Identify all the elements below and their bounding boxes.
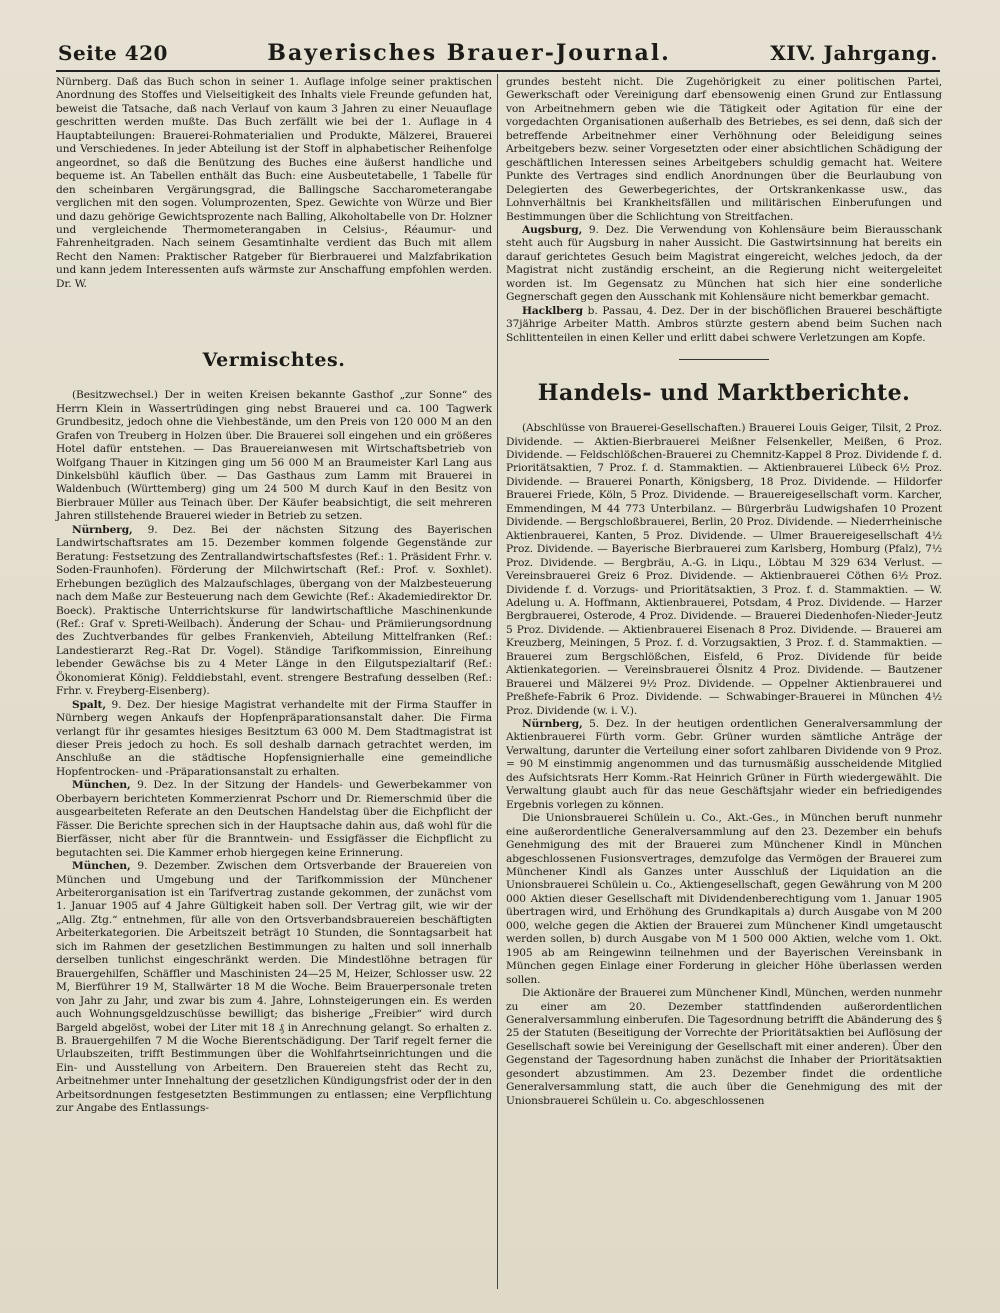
dateline: Hacklberg bbox=[522, 304, 583, 317]
page-header bbox=[58, 38, 938, 68]
article-muenchen-tarif: München, 9. Dezember. Zwischen dem Ortsverbande der Brauereien von München und Umgebung und der Tarifkommission der Münchener Arbeiterorganisation ist ein Tarifvertrag zustande gekommen, der zunächst vom 1. Januar 1905 auf 4 Jahre Gültigkeit haben soll. Der Vertrag gilt, wie wir der „Allg. Ztg.“ entnehmen, für alle von den Ortsverbandsbrauereien beschäftigten Arbeiterkategorien. Die Arbeitszeit beträgt 10 Stunden, die Sonntagsarbeit hat sich im Rahmen der gesetzlichen Bestimmungen zu halten und soll innerhalb derselben tunlichst eingeschränkt werden. Die Mindestlöhne betragen für Brauergehilfen, Schäffler und Maschinisten 24—25 M, Heizer, Schlosser usw. 22 M, Bierführer 19 M, Stallwärter 18 M die Woche. Beim Brauerpersonale treten von Jahr zu Jahr, und zwar bis zum 4. Jahre, Lohnsteigerungen ein. Es werden auch Wohnungsgeldzuschüsse bewilligt; das bisherige „Freibier“ wird durch Bargeld abgelöst, wobei der Liter mit 18 ₰ in Anrechnung gelangt. So erhalten z. B. Brauergehilfen 7 M die Woche Bierentschädigung. Der Tarif regelt ferner die Urlaubszeiten, trifft Bestimmungen über die Wohlfahrtseinrichtungen und die Ein- und Ausstellung von Arbeitern. Den Brauereien steht das Recht zu, Arbeitnehmer unter Innehaltung der gesetzlichen Kündigungsfrist oder der in den Arbeitsordnungen festgesetzten Bestimmungen zu entlassen; eine Verpflichtung zur Angabe des Entlassungs- bbox=[56, 860, 492, 1115]
article-nuernberg: Nürnberg, 9. Dez. Bei der nächsten Sitzung des Bayerischen Landwirtschaftsrates am 15. Dezember kommen folgende Gegenstände zur Beratung: Festsetzung des Zentrallandwirtschaftsfestes (Ref.: 1. Präsident Frhr. v. Soden-Fraunhofen). Förderung der Milchwirtschaft (Ref.: Prof. v. Soxhlet). Erhebungen bezüglich des Malzaufschlages, übergang von der Malzbesteuerung nach dem Maße zur Besteuerung nach dem Gewichte (Ref.: Akademiedirektor Dr. Boeck). Praktische Unterrichtskurse für landwirtschaftliche Maschinenkunde (Ref.: Graf v. Spreti-Weilbach). Änderung der Schau- und Prämiierungsordnung des Zuchtverbandes für gelbes Frankenvieh, Abteilung Mittelfranken (Ref.: Landestierarzt Reg.-Rat Dr. Vogel). Ständige Tarifkommission, Einreihung lebender Gewächse bis zu 4 Meter Länge in den Eilgutspezialtarif (Ref.: Ökonomierat König). Felddiebstahl, event. strengere Bestrafung desselben (Ref.: Frhr. v. Freyberg-Eisenberg). bbox=[56, 523, 492, 698]
dateline: München, bbox=[72, 860, 131, 873]
right-column bbox=[506, 76, 942, 1108]
dateline: Spalt, bbox=[72, 698, 106, 711]
article-tarif-continued: grundes besteht nicht. Die Zugehörigkeit zu einer politischen Partei, Gewerkschaft oder Vereinigung darf ebensowenig einen Grund zur Entlassung von Arbeitnehmern geben wie die Tätigkeit oder Agitation für eine der vorgedachten Organisationen außerhalb des Betriebes, es sei denn, daß sich der betreffende Arbeitnehmer einer Verhöhnung oder Beleidigung seines Arbeitgebers bezw. seiner Vorgesetzten oder einer absichtlichen Schädigung der geschäftlichen Interessen seines Arbeitgebers schuldig gemacht hat. Weitere Punkte des Vertrages sind endlich Anordnungen über die Beurlaubung von Delegierten des Gewerbegerichtes, der Ortskrankenkasse usw., das Lohnverhältnis bei Krankheitsfällen und militärischen Einberufungen und Bestimmungen über die Schlichtung von Streitfachen. bbox=[506, 76, 942, 223]
article-nuernberg-fuerth: Nürnberg, 5. Dez. In der heutigen ordentlichen Generalversammlung der Aktienbrauerei Fürth vorm. Gebr. Grüner wurden sämtliche Anträge der Verwaltung, darunter die Verteilung einer sofort zahlbaren Dividende von 9 Proz. = 90 M einstimmig angenommen und das turnusmäßig ausscheidende Mitglied des Aufsichtsrats Herr Komm.-Rat Heinrich Grüner in Fürth wiedergewählt. Die Verwaltung glaubt auch für das neue Geschäftsjahr wieder ein befriedigendes Ergebnis vorlegen zu können. bbox=[506, 718, 942, 811]
article-muenchen-kammer: München, 9. Dez. In der Sitzung der Handels- und Gewerbekammer von Oberbayern berichteten Kommerzienrat Pschorr und Dr. Riemerschmid über die ausgearbeiteten Referate an den Deutschen Handelstag über die Eichpflicht der Fässer. Die Berichte sprechen sich in der Hauptsache dahin aus, daß wohl für die Bierfässer, nicht aber für die Branntwein- und Essigfässer die Eichpflicht zu begutachten sei. Die Kammer erhob hiergegen keine Erinnerung. bbox=[56, 779, 492, 859]
section-title-vermischtes: Vermischtes. bbox=[202, 349, 346, 372]
article-besitzwechsel: (Besitzwechsel.) Der in weiten Kreisen bekannte Gasthof „zur Sonne“ des Herrn Klein in Wassertrüdingen ging nebst Brauerei und ca. 100 Tagwerk Grundbesitz, jedoch ohne die Viehbestände, um den Preis von 120 000 M an den Grafen von Treuberg in Holzen über. Die Brauerei soll eingehen und ein größeres Hotel dafür entstehen. — Das Brauereianwesen mit Wirtschaftsbetrieb von Wolfgang Thauer in Kitzingen ging um 56 000 M an Braumeister Karl Lang aus Dinkelsbühl käuflich über. — Das Gasthaus zum Lamm mit Brauerei in Waldenbuch (Württemberg) ging um 24 500 M durch Kauf in den Besitz von Bierbrauer Müller aus Teinach über. Der Käufer beabsichtigt, die seit mehreren Jahren stillstehende Brauerei wieder in Betrieb zu setzen. bbox=[56, 389, 492, 523]
page-number: Seite 420 bbox=[58, 41, 168, 65]
dateline: Augsburg, bbox=[522, 223, 583, 236]
article-augsburg: Augsburg, 9. Dez. Die Verwendung von Kohlensäure beim Bierausschank steht auch für Augsburg in naher Aussicht. Die Gastwirtsinnung hat bereits ein darauf gerichtetes Gesuch beim Magistrat eingereicht, welches jedoch, da der Magistrat nicht zuständig erscheint, an die Regierung nicht weitergeleitet worden ist. Im Gegensatz zu München hat sich hier eine sonderliche Gegnerschaft gegen den Ausschank mit Kohlensäure nicht bemerkbar gemacht. bbox=[506, 223, 942, 304]
column-divider bbox=[497, 74, 498, 1289]
volume-label: XIV. Jahrgang. bbox=[770, 41, 938, 65]
dateline: Nürnberg, bbox=[72, 523, 133, 536]
section-divider bbox=[679, 359, 769, 360]
dateline: Nürnberg, bbox=[522, 718, 583, 731]
article-muenchener-kindl: Die Aktionäre der Brauerei zum Münchener Kindl, München, werden nunmehr zu einer am 20. Dezember stattfindenden außerordentlichen Generalversammlung einberufen. Die Tagesordnung betrifft die Abänderung des § 25 der Statuten (Beseitigung der Vorrechte der Prioritätsaktien bei Auflösung der Gesellschaft sowie bei Vereinigung der Gesellschaft mit einer anderen). Über den Gegenstand der Tagesordnung haben zunächst die Inhaber der Prioritätsaktien gesondert abzustimmen. Am 23. Dezember findet die ordentliche Generalversammlung statt, die auch über die Genehmigung des mit der Unionsbrauerei Schülein u. Co. abgeschlossenen bbox=[506, 987, 942, 1107]
article-hacklberg: Hacklberg b. Passau, 4. Dez. Der in der bischöflichen Brauerei beschäftigte 37jährige Arbeiter Matth. Ambros stürzte gestern abend beim Suchen nach Schlittenteilen in einen Keller und erlitt dabei schwere Verletzungen am Kopfe. bbox=[506, 304, 942, 344]
article-spalt: Spalt, 9. Dez. Der hiesige Magistrat verhandelte mit der Firma Stauffer in Nürnberg wegen Ankaufs der Hopfenpräparationsanstalt daher. Die Firma verlangt für ihr gesamtes hiesiges Besitztum 63 000 M. Dem Stadtmagistrat ist dieser Preis jedoch zu hoch. Es soll deshalb darnach getrachtet werden, im Anschluße an die städtische Hopfensignierhalle eine gemeindliche Hopfentrocken- und -Präparationsanstalt zu erhalten. bbox=[56, 698, 492, 778]
header-rule bbox=[56, 70, 940, 72]
dateline: München, bbox=[72, 779, 131, 792]
left-column bbox=[56, 76, 492, 1116]
journal-title: Bayerisches Brauer-Journal. bbox=[267, 40, 671, 66]
article-abschluesse: (Abschlüsse von Brauerei-Gesellschaften.) Brauerei Louis Geiger, Tilsit, 2 Proz. Dividende. — Aktien-Bierbrauerei Meißner Felsenkeller, Meißen, 6 Proz. Dividende. — Feldschlößchen-Brauerei zu Chemnitz-Kappel 8 Proz. Dividende f. d. Prioritätsaktien, 7 Proz. f. d. Stammaktien. — Aktienbrauerei Lübeck 6½ Proz. Dividende. — Brauerei Ponarth, Königsberg, 18 Proz. Dividende. — Hildorfer Brauerei Friede, Köln, 5 Proz. Dividende. — Brauereigesellschaft vorm. Karcher, Emmendingen, M 44 773 Unterbilanz. — Bürgerbräu Ludwigshafen 10 Prozent Dividende. — Bergschloßbrauerei, Berlin, 20 Proz. Dividende. — Niederrheinische Aktienbrauerei, Kanten, 5 Proz. Dividende. — Ulmer Brauereigesellschaft 4½ Proz. Dividende. — Bayerische Bierbrauerei zum Karlsberg, Homburg (Pfalz), 7½ Proz. Dividende. — Bergbräu, A.-G. in Liqu., Löbtau M 329 634 Verlust. — Vereinsbrauerei Greiz 6 Proz. Dividende. — Aktienbrauerei Cöthen 6½ Proz. Dividende f. d. Vorzugs- und Prioritätsaktien, 3 Proz. f. d. Stammaktien. — W. Adelung u. A. Hoffmann, Aktienbrauerei, Potsdam, 4 Proz. Dividende. — Harzer Bergbrauerei, Osterode, 4 Proz. Dividende. — Brauerei Diedenhofen-Nieder-Jeutz 5 Proz. Dividende. — Aktienbrauerei Eisenach 8 Proz. Dividende. — Brauerei am Kreuzberg, Meiningen, 5 Proz. f. d. Vorzugsaktien, 3 Proz. f. d. Stammaktien. — Brauerei zum Bergschlößchen, Eisfeld, 6 Proz. Dividende für beide Aktienkategorien. — Vereinsbrauerei Ölsnitz 4 Proz. Dividende. — Bautzener Brauerei und Mälzerei 9½ Proz. Dividende. — Oppelner Aktienbrauerei und Preßhefe-Fabrik 6 Proz. Dividende. — Schwabinger-Brauerei in München 4½ Proz. Dividende (w. i. V.). bbox=[506, 422, 942, 717]
section-title-handel: Handels- und Marktberichte. bbox=[537, 380, 911, 407]
article-unionsbrauerei: Die Unionsbrauerei Schülein u. Co., Akt.-Ges., in München beruft nunmehr eine außerordentliche Generalversammlung auf den 23. Dezember ein behufs Genehmigung des mit der Brauerei zum Münchener Kindl in München abgeschlossenen Fusionsvertrages, demzufolge das Vermögen der Brauerei zum Münchener Kindl als Ganzes unter Ausschluß der Liquidation an die Unionsbrauerei Schülein u. Co., Aktiengesellschaft, gegen Gewährung von M 200 000 Aktien dieser Gesellschaft mit Dividendenberechtigung vom 1. Januar 1905 übertragen wird, und Erhöhung des Grundkapitals a) durch Ausgabe von M 200 000, welche gegen die Aktien der Brauerei zum Münchener Kindl umgetauscht werden sollen, b) durch Ausgabe von M 1 500 000 Aktien, welche vom 1. Okt. 1905 ab am Reingewinn teilnehmen und der Bayerischen Vereinsbank in München gegen Einlage einer Forderung in gleicher Höhe überlassen werden sollen. bbox=[506, 812, 942, 986]
book-review-paragraph: Nürnberg. Daß das Buch schon in seiner 1. Auflage infolge seiner praktischen Anordnung des Stoffes und Vielseitigkeit des Inhalts viele Freunde gefunden hat, beweist die Tatsache, daß nach Verlauf von kaum 3 Jahren zu einer Neuauflage geschritten werden mußte. Das Buch zerfällt wie bei der 1. Auflage in 4 Hauptabteilungen: Brauerei-Rohmaterialien und Produkte, Mälzerei, Brauerei und Verschiedenes. In jeder Abteilung ist der Stoff in alphabetischer Reihenfolge angeordnet, so daß die Benützung des Buches eine äußerst handliche und bequeme ist. An Tabellen enthält das Buch: eine Ausbeutetabelle, 1 Tabelle für den scheinbaren Vergärungsgrad, die Ballingsche Saccharometerangabe verglichen mit den sogen. Volumprozenten, Spez. Gewichte von Würze und Bier und dazu gehörige Gewichtsprozente nach Balling, Alkoholtabelle von Dr. Holzner und vergleichende Thermometerangaben in Celsius-, Réaumur- und Fahrenheitgraden. Nach seinem Gesamtinhalte verdient das Buch mit allem Recht den Namen: Praktischer Ratgeber für Bierbrauerei und Malzfabrikation und kann jedem Interessenten aufs wärmste zur Anschaffung empfohlen werden. Dr. W. bbox=[56, 76, 492, 290]
blank-space bbox=[56, 291, 492, 323]
